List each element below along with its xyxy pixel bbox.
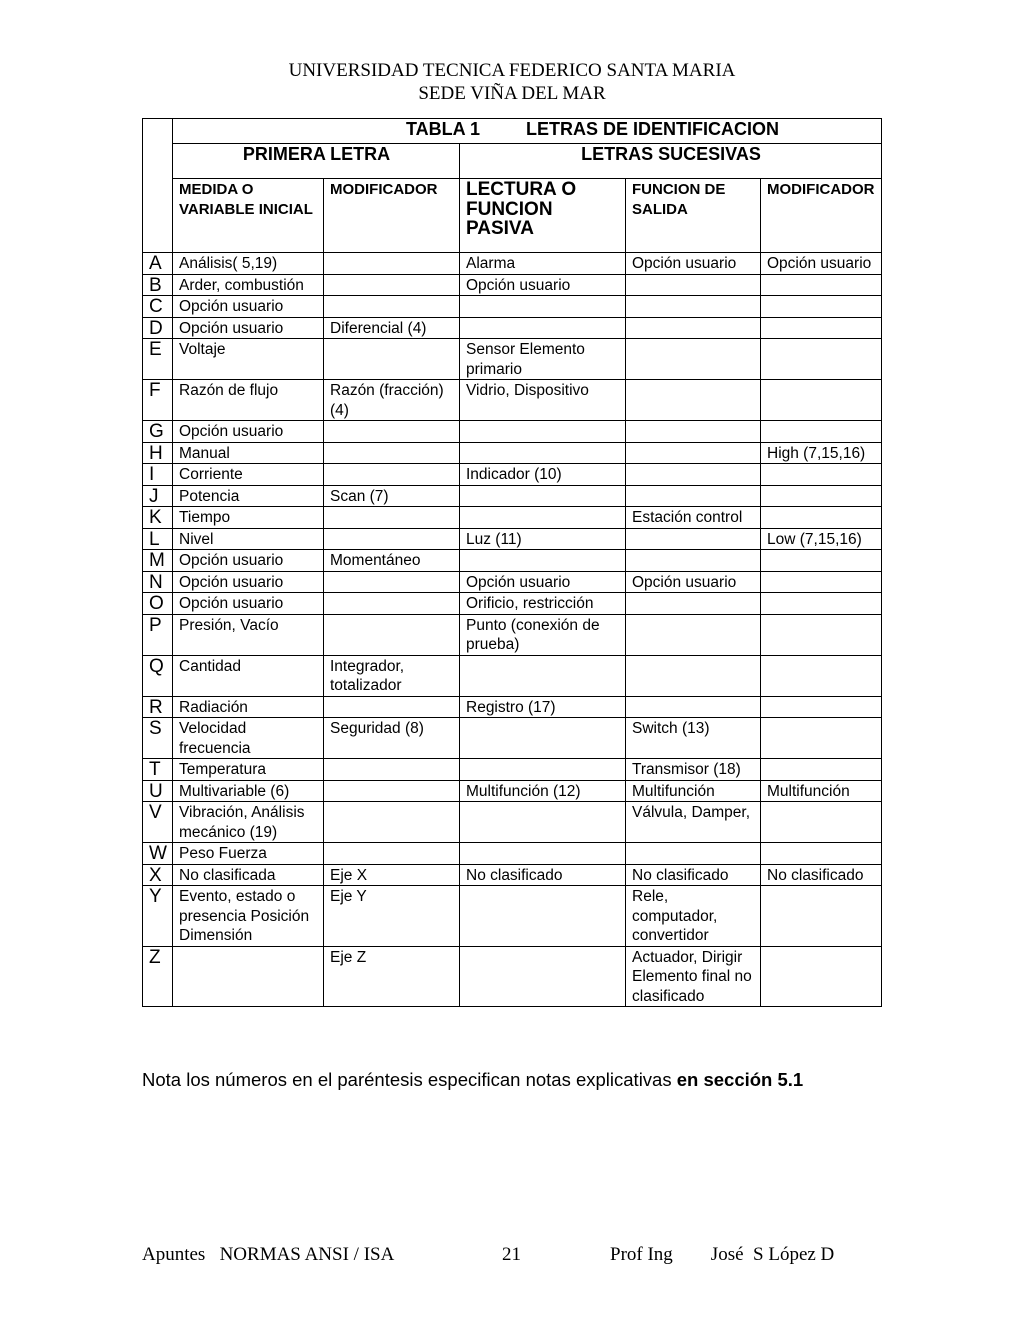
cell-output <box>626 550 761 572</box>
cell-modifier <box>324 843 460 865</box>
cell-output <box>626 421 761 443</box>
cell-modifier <box>324 759 460 781</box>
table-row <box>143 571 882 593</box>
cell-modifier2 <box>761 802 882 843</box>
table-row <box>143 421 882 443</box>
cell-measure: Opción usuario <box>173 317 324 339</box>
cell-modifier2 <box>761 507 882 529</box>
cell-modifier2 <box>761 759 882 781</box>
row-letter: V <box>143 802 173 843</box>
cell-measure: Razón de flujo <box>173 380 324 421</box>
cell-modifier <box>324 442 460 464</box>
column-header-row <box>143 179 882 253</box>
university-name: UNIVERSIDAD TECNICA FEDERICO SANTA MARIA <box>288 60 736 81</box>
table-row <box>143 442 882 464</box>
cell-output <box>626 339 761 380</box>
table-row <box>143 380 882 421</box>
table-row <box>143 296 882 318</box>
cell-modifier: Eje Z <box>324 946 460 1007</box>
cell-modifier: Integrador, totalizador <box>324 655 460 696</box>
cell-modifier2 <box>761 614 882 655</box>
cell-modifier <box>324 571 460 593</box>
table-row <box>143 718 882 759</box>
cell-measure <box>173 946 324 1007</box>
row-letter: W <box>143 843 173 865</box>
cell-measure: Temperatura <box>173 759 324 781</box>
table-row <box>143 593 882 615</box>
cell-modifier <box>324 780 460 802</box>
cell-reading <box>460 507 626 529</box>
cell-modifier2 <box>761 380 882 421</box>
cell-measure: Opción usuario <box>173 421 324 443</box>
cell-reading: Opción usuario <box>460 571 626 593</box>
cell-measure: Cantidad <box>173 655 324 696</box>
cell-modifier <box>324 464 460 486</box>
footnote-reference: en sección 5.1 <box>676 1069 804 1090</box>
cell-modifier: Razón (fracción) (4) <box>324 380 460 421</box>
table-caption: LETRAS DE IDENTIFICACION <box>526 119 780 139</box>
footnote <box>142 1069 803 1091</box>
row-letter: P <box>143 614 173 655</box>
footer-course: Apuntes NORMAS ANSI / ISA <box>142 1244 395 1265</box>
cell-modifier: Eje Y <box>324 886 460 947</box>
cell-modifier <box>324 528 460 550</box>
cell-measure: Nivel <box>173 528 324 550</box>
cell-modifier: Diferencial (4) <box>324 317 460 339</box>
cell-reading <box>460 317 626 339</box>
cell-reading <box>460 550 626 572</box>
cell-output: No clasificado <box>626 864 761 886</box>
row-letter: R <box>143 696 173 718</box>
table-row <box>143 253 882 275</box>
cell-reading: Vidrio, Dispositivo <box>460 380 626 421</box>
cell-modifier2 <box>761 946 882 1007</box>
table-row <box>143 485 882 507</box>
row-letter: B <box>143 274 173 296</box>
row-letter: Z <box>143 946 173 1007</box>
cell-measure: Opción usuario <box>173 571 324 593</box>
row-letter: L <box>143 528 173 550</box>
table-row <box>143 274 882 296</box>
cell-reading <box>460 718 626 759</box>
cell-reading: No clasificado <box>460 864 626 886</box>
cell-modifier: Eje X <box>324 864 460 886</box>
cell-modifier2 <box>761 421 882 443</box>
cell-output <box>626 274 761 296</box>
cell-measure: Manual <box>173 442 324 464</box>
cell-modifier2: High (7,15,16) <box>761 442 882 464</box>
cell-measure: Voltaje <box>173 339 324 380</box>
cell-reading <box>460 946 626 1007</box>
table-row <box>143 655 882 696</box>
cell-modifier2: Multifunción <box>761 780 882 802</box>
cell-reading: Punto (conexión de prueba) <box>460 614 626 655</box>
row-letter: Y <box>143 886 173 947</box>
row-letter: N <box>143 571 173 593</box>
cell-modifier <box>324 614 460 655</box>
cell-modifier <box>324 696 460 718</box>
cell-modifier2 <box>761 485 882 507</box>
cell-modifier <box>324 253 460 275</box>
cell-reading <box>460 886 626 947</box>
footnote-text: Nota los números en el paréntesis especifican notas explicativas <box>142 1069 677 1090</box>
cell-measure: Opción usuario <box>173 593 324 615</box>
cell-modifier2 <box>761 593 882 615</box>
cell-modifier <box>324 593 460 615</box>
cell-output: Actuador, Dirigir Elemento final no clasificado <box>626 946 761 1007</box>
cell-output: Switch (13) <box>626 718 761 759</box>
cell-measure: Presión, Vacío <box>173 614 324 655</box>
table-row <box>143 317 882 339</box>
cell-reading: Orificio, restricción <box>460 593 626 615</box>
cell-modifier2: Opción usuario <box>761 253 882 275</box>
row-letter: J <box>143 485 173 507</box>
table-row <box>143 696 882 718</box>
succeeding-letters-group: LETRAS SUCESIVAS <box>460 144 882 179</box>
cell-modifier: Scan (7) <box>324 485 460 507</box>
cell-reading <box>460 759 626 781</box>
cell-modifier2 <box>761 655 882 696</box>
cell-output: Válvula, Damper, <box>626 802 761 843</box>
cell-modifier2 <box>761 571 882 593</box>
cell-output <box>626 317 761 339</box>
campus-name: SEDE VIÑA DEL MAR <box>418 83 606 104</box>
table-row <box>143 864 882 886</box>
table-row <box>143 802 882 843</box>
cell-reading <box>460 802 626 843</box>
cell-output: Estación control <box>626 507 761 529</box>
cell-output: Rele, computador, convertidor <box>626 886 761 947</box>
row-letter: O <box>143 593 173 615</box>
cell-modifier2 <box>761 274 882 296</box>
table-row <box>143 464 882 486</box>
cell-modifier2 <box>761 296 882 318</box>
cell-modifier2 <box>761 317 882 339</box>
cell-modifier2 <box>761 339 882 380</box>
row-letter: M <box>143 550 173 572</box>
row-letter: T <box>143 759 173 781</box>
first-letter-group: PRIMERA LETRA <box>173 144 460 179</box>
table-row <box>143 886 882 947</box>
table-row <box>143 946 882 1007</box>
identification-letters-table <box>142 118 882 1007</box>
cell-reading <box>460 485 626 507</box>
cell-modifier <box>324 296 460 318</box>
table-row <box>143 507 882 529</box>
table-row <box>143 550 882 572</box>
row-letter: G <box>143 421 173 443</box>
cell-output: Transmisor (18) <box>626 759 761 781</box>
cell-measure: Análisis( 5,19) <box>173 253 324 275</box>
cell-modifier2: Low (7,15,16) <box>761 528 882 550</box>
cell-measure: Peso Fuerza <box>173 843 324 865</box>
footer-author: Prof Ing José S López D <box>610 1244 835 1265</box>
cell-measure: Evento, estado o presencia Posición Dimensión <box>173 886 324 947</box>
cell-modifier <box>324 339 460 380</box>
cell-modifier2 <box>761 843 882 865</box>
cell-measure: Multivariable (6) <box>173 780 324 802</box>
cell-output <box>626 296 761 318</box>
cell-reading: Luz (11) <box>460 528 626 550</box>
col-header-measure: MEDIDA O VARIABLE INICIAL <box>173 179 324 253</box>
cell-reading: Sensor Elemento primario <box>460 339 626 380</box>
col-header-reading: LECTURA O FUNCION PASIVA <box>460 179 626 253</box>
cell-output: Multifunción <box>626 780 761 802</box>
row-letter: Q <box>143 655 173 696</box>
cell-reading <box>460 442 626 464</box>
cell-measure: Opción usuario <box>173 550 324 572</box>
table-row <box>143 780 882 802</box>
cell-output <box>626 593 761 615</box>
row-letter: H <box>143 442 173 464</box>
table-row <box>143 614 882 655</box>
cell-modifier2 <box>761 550 882 572</box>
table-number: TABLA 1 <box>406 119 480 139</box>
row-letter: U <box>143 780 173 802</box>
row-letter: K <box>143 507 173 529</box>
row-letter: X <box>143 864 173 886</box>
letter-header-cell <box>143 119 173 253</box>
cell-modifier: Momentáneo <box>324 550 460 572</box>
cell-modifier: Seguridad (8) <box>324 718 460 759</box>
cell-modifier <box>324 421 460 443</box>
cell-modifier2 <box>761 886 882 947</box>
cell-measure: Opción usuario <box>173 296 324 318</box>
cell-measure: Vibración, Análisis mecánico (19) <box>173 802 324 843</box>
row-letter: S <box>143 718 173 759</box>
row-letter: I <box>143 464 173 486</box>
table-row <box>143 759 882 781</box>
row-letter: E <box>143 339 173 380</box>
cell-output <box>626 485 761 507</box>
group-header-row <box>143 144 882 179</box>
cell-modifier2: No clasificado <box>761 864 882 886</box>
cell-output <box>626 614 761 655</box>
cell-reading: Alarma <box>460 253 626 275</box>
cell-output <box>626 528 761 550</box>
cell-modifier2 <box>761 718 882 759</box>
cell-output <box>626 464 761 486</box>
cell-reading <box>460 296 626 318</box>
cell-output <box>626 696 761 718</box>
col-header-modifier2: MODIFICADOR <box>761 179 882 253</box>
cell-reading <box>460 655 626 696</box>
col-header-modifier: MODIFICADOR <box>324 179 460 253</box>
table-row <box>143 843 882 865</box>
cell-modifier <box>324 802 460 843</box>
table-row <box>143 339 882 380</box>
cell-measure: Corriente <box>173 464 324 486</box>
cell-measure: Radiación <box>173 696 324 718</box>
cell-reading: Multifunción (12) <box>460 780 626 802</box>
cell-reading <box>460 421 626 443</box>
cell-reading <box>460 843 626 865</box>
cell-modifier <box>324 507 460 529</box>
row-letter: F <box>143 380 173 421</box>
cell-reading: Indicador (10) <box>460 464 626 486</box>
cell-reading: Opción usuario <box>460 274 626 296</box>
cell-modifier2 <box>761 696 882 718</box>
table-row <box>143 528 882 550</box>
table-title-row <box>143 119 882 144</box>
table-title <box>173 119 882 144</box>
cell-output <box>626 380 761 421</box>
cell-modifier <box>324 274 460 296</box>
cell-measure: Tiempo <box>173 507 324 529</box>
footer-page-number: 21 <box>502 1244 521 1265</box>
cell-output <box>626 843 761 865</box>
cell-modifier2 <box>761 464 882 486</box>
col-header-output: FUNCION DE SALIDA <box>626 179 761 253</box>
row-letter: A <box>143 253 173 275</box>
cell-output <box>626 655 761 696</box>
cell-measure: Potencia <box>173 485 324 507</box>
cell-output: Opción usuario <box>626 253 761 275</box>
row-letter: D <box>143 317 173 339</box>
cell-measure: Arder, combustión <box>173 274 324 296</box>
cell-output <box>626 442 761 464</box>
cell-measure: No clasificada <box>173 864 324 886</box>
cell-output: Opción usuario <box>626 571 761 593</box>
row-letter: C <box>143 296 173 318</box>
cell-reading: Registro (17) <box>460 696 626 718</box>
cell-measure: Velocidad frecuencia <box>173 718 324 759</box>
